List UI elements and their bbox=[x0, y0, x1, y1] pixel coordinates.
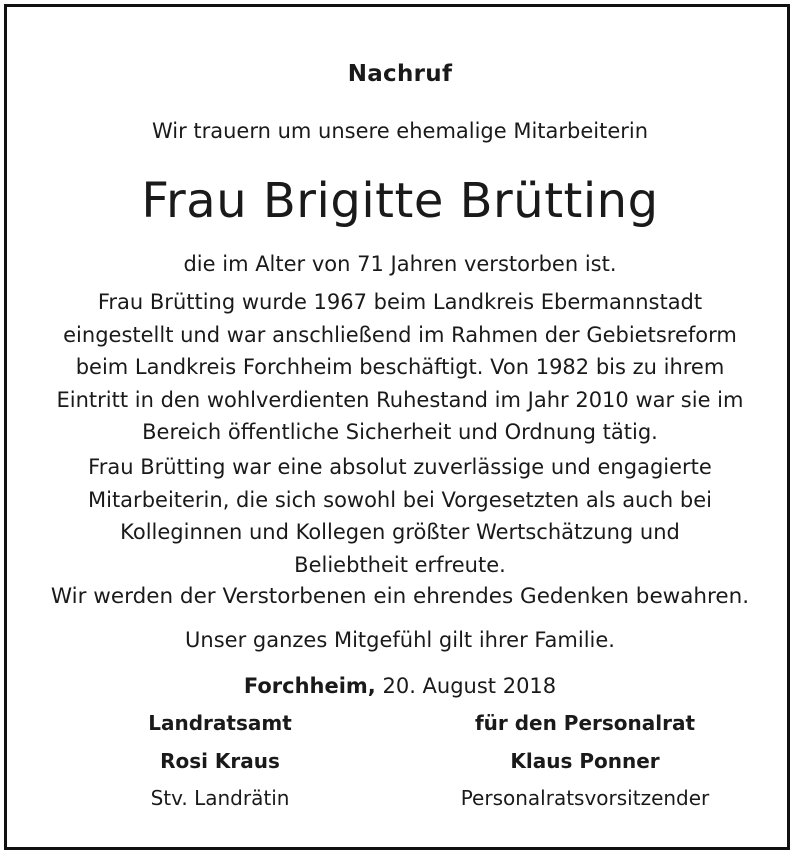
paragraph-line: Kolleginnen und Kollegen größter Wertschätzung und bbox=[120, 520, 680, 544]
place: Forchheim, bbox=[243, 674, 376, 698]
signature-org: Landratsamt bbox=[148, 711, 292, 735]
paragraph-tribute bbox=[0, 451, 800, 581]
paragraph-line: Beliebtheit erfreute. bbox=[294, 552, 506, 577]
signature-title: Personalratsvorsitzender bbox=[460, 786, 710, 810]
deceased-name: Frau Brigitte Brütting bbox=[141, 173, 659, 229]
remembrance-line: Wir werden der Verstorbenen ein ehrendes Gedenken bewahren. bbox=[50, 584, 750, 609]
paragraph-career bbox=[0, 286, 800, 449]
intro-text: Wir trauern um unsere ehemalige Mitarbeiterin bbox=[151, 119, 649, 143]
heading: Nachruf bbox=[347, 61, 453, 87]
signature-block-right bbox=[425, 710, 745, 823]
place-date bbox=[0, 673, 800, 699]
signature-org: für den Personalrat bbox=[474, 711, 696, 735]
paragraph-line: Frau Brütting war eine absolut zuverlässige und engagierte bbox=[88, 455, 712, 479]
signature-name: Klaus Ponner bbox=[510, 748, 660, 773]
signature-title: Stv. Landrätin bbox=[150, 786, 290, 810]
sympathy-line: Unser ganzes Mitgefühl gilt ihrer Familie. bbox=[185, 628, 615, 652]
paragraph-line: Frau Brütting wurde 1967 beim Landkreis Ebermannstadt bbox=[97, 290, 703, 314]
paragraph-line: eingestellt und war anschließend im Rahmen der Gebietsreform bbox=[63, 322, 737, 347]
date: 20. August 2018 bbox=[382, 674, 557, 698]
age-line: die im Alter von 71 Jahren verstorben ist. bbox=[183, 252, 617, 276]
paragraph-line: beim Landkreis Forchheim beschäftigt. Von 1982 bis zu ihrem bbox=[75, 355, 725, 379]
paragraph-line: Mitarbeiterin, die sich sowohl bei Vorgesetzten als auch bei bbox=[88, 487, 712, 512]
signature-name: Rosi Kraus bbox=[160, 748, 280, 773]
paragraph-line: Bereich öffentliche Sicherheit und Ordnung tätig. bbox=[142, 420, 658, 444]
paragraph-line: Eintritt in den wohlverdienten Ruhestand im Jahr 2010 war sie im bbox=[56, 387, 744, 412]
signature-block-left bbox=[60, 710, 380, 823]
